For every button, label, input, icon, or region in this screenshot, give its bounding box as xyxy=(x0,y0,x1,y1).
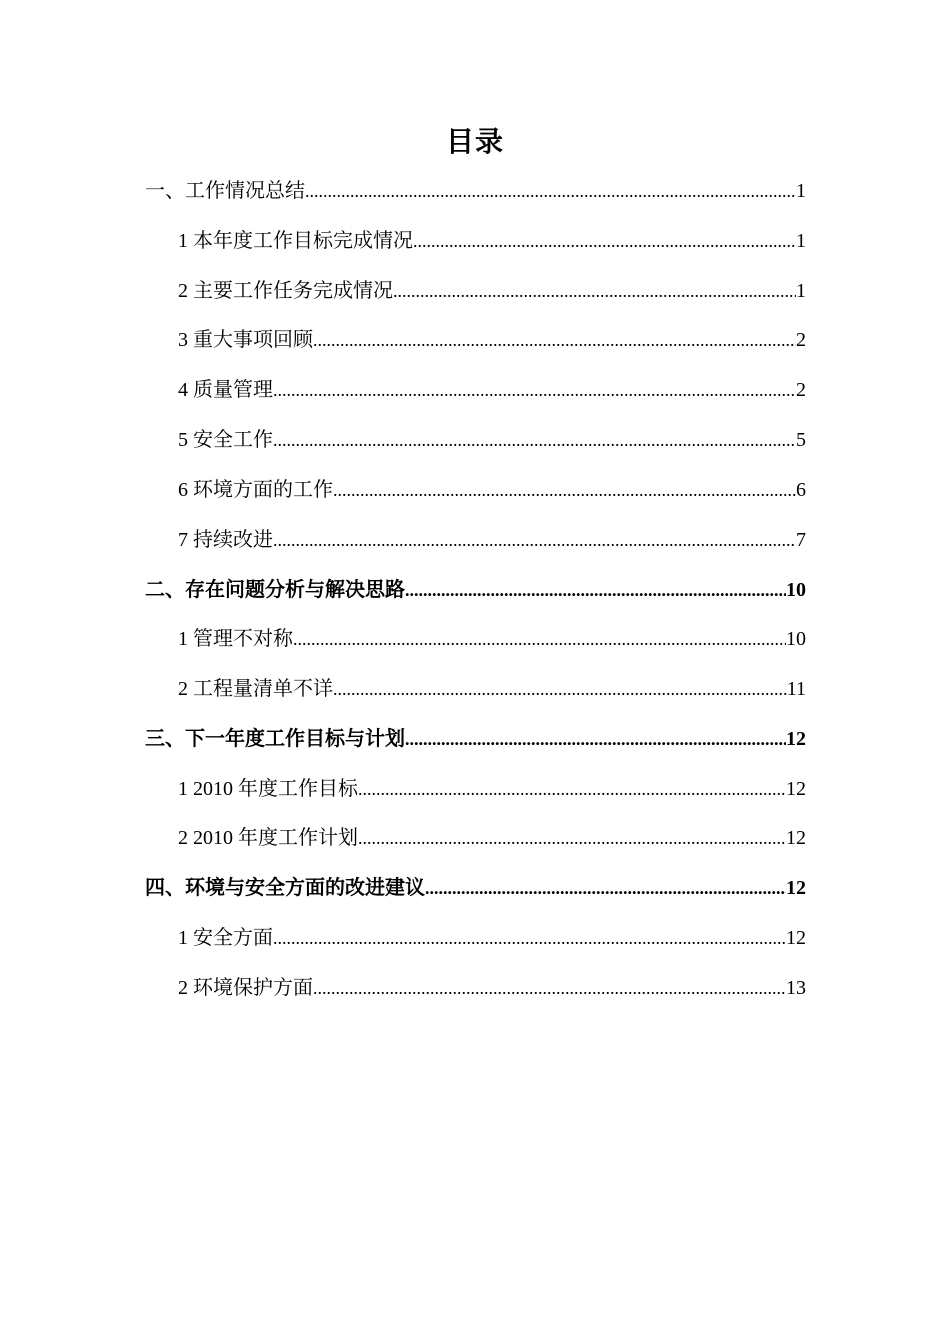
toc-page-number: 1 xyxy=(796,280,806,302)
toc-entry-label: 二、存在问题分析与解决思路 xyxy=(145,579,405,601)
toc-entry-label: 3 重大事项回顾 xyxy=(178,329,313,351)
toc-page-number: 1 xyxy=(796,180,806,202)
toc-leader-dots xyxy=(405,724,786,754)
toc-entry-label: 2 工程量清单不详 xyxy=(178,678,333,700)
toc-page-number: 12 xyxy=(786,927,806,949)
toc-entry[interactable] xyxy=(178,823,806,853)
toc-leader-dots xyxy=(393,276,796,306)
toc-leader-dots xyxy=(273,425,796,455)
toc-entry[interactable] xyxy=(178,973,806,1003)
toc-entry[interactable] xyxy=(178,425,806,455)
toc-entry[interactable] xyxy=(178,674,806,704)
toc-entry[interactable] xyxy=(178,276,806,306)
toc-entry[interactable] xyxy=(178,226,806,256)
toc-page-number: 2 xyxy=(796,379,806,401)
toc-page-number: 10 xyxy=(786,628,806,650)
toc-entry[interactable] xyxy=(178,475,806,505)
toc-page-number: 5 xyxy=(796,429,806,451)
toc-entry[interactable] xyxy=(145,724,806,754)
toc-entry-label: 1 管理不对称 xyxy=(178,628,293,650)
toc-entry-label: 4 质量管理 xyxy=(178,379,273,401)
toc-page-number: 12 xyxy=(786,877,806,899)
toc-leader-dots xyxy=(358,823,786,853)
toc-page-number: 1 xyxy=(796,230,806,252)
toc-leader-dots xyxy=(273,375,796,405)
toc-entry-label: 2 主要工作任务完成情况 xyxy=(178,280,393,302)
toc-page-number: 7 xyxy=(796,529,806,551)
toc-page-number: 13 xyxy=(786,977,806,999)
toc-entry-label: 6 环境方面的工作 xyxy=(178,479,333,501)
toc-page-number: 12 xyxy=(786,778,806,800)
toc-page-number: 2 xyxy=(796,329,806,351)
toc-entry-label: 5 安全工作 xyxy=(178,429,273,451)
toc-leader-dots xyxy=(358,774,786,804)
toc-entry[interactable] xyxy=(178,525,806,555)
toc-leader-dots xyxy=(333,674,787,704)
toc-entry[interactable] xyxy=(178,325,806,355)
toc-entry[interactable] xyxy=(178,375,806,405)
toc-entry-label: 1 安全方面 xyxy=(178,927,273,949)
toc-entry-label: 一、工作情况总结 xyxy=(145,180,305,202)
toc-entry[interactable] xyxy=(145,176,806,206)
toc-leader-dots xyxy=(305,176,796,206)
toc-entry[interactable] xyxy=(145,575,806,605)
toc-page-number: 6 xyxy=(796,479,806,501)
toc-entry-label: 四、环境与安全方面的改进建议 xyxy=(145,877,425,899)
toc-page-number: 11 xyxy=(786,678,806,700)
toc-entry-label: 1 本年度工作目标完成情况 xyxy=(178,230,413,252)
toc-entry[interactable] xyxy=(178,774,806,804)
toc-entry[interactable] xyxy=(178,624,806,654)
toc-page-number: 12 xyxy=(786,728,806,750)
toc-page-number: 12 xyxy=(786,827,806,849)
toc-leader-dots xyxy=(333,475,796,505)
toc-leader-dots xyxy=(413,226,796,256)
toc-page-number: 10 xyxy=(786,579,806,601)
toc-leader-dots xyxy=(405,575,786,605)
toc-entry-label: 2 环境保护方面 xyxy=(178,977,313,999)
toc-leader-dots xyxy=(313,973,786,1003)
toc-leader-dots xyxy=(425,873,786,903)
toc-entry-label: 1 2010 年度工作目标 xyxy=(178,778,358,800)
toc-entry[interactable] xyxy=(178,923,806,953)
toc-entry-label: 7 持续改进 xyxy=(178,529,273,551)
toc-entry-label: 三、下一年度工作目标与计划 xyxy=(145,728,405,750)
toc-entry[interactable] xyxy=(145,873,806,903)
toc-leader-dots xyxy=(313,325,796,355)
toc-leader-dots xyxy=(273,923,786,953)
toc-entry-label: 2 2010 年度工作计划 xyxy=(178,827,358,849)
toc-leader-dots xyxy=(273,525,796,555)
page-title: 目录 xyxy=(445,125,504,158)
toc-leader-dots xyxy=(293,624,786,654)
